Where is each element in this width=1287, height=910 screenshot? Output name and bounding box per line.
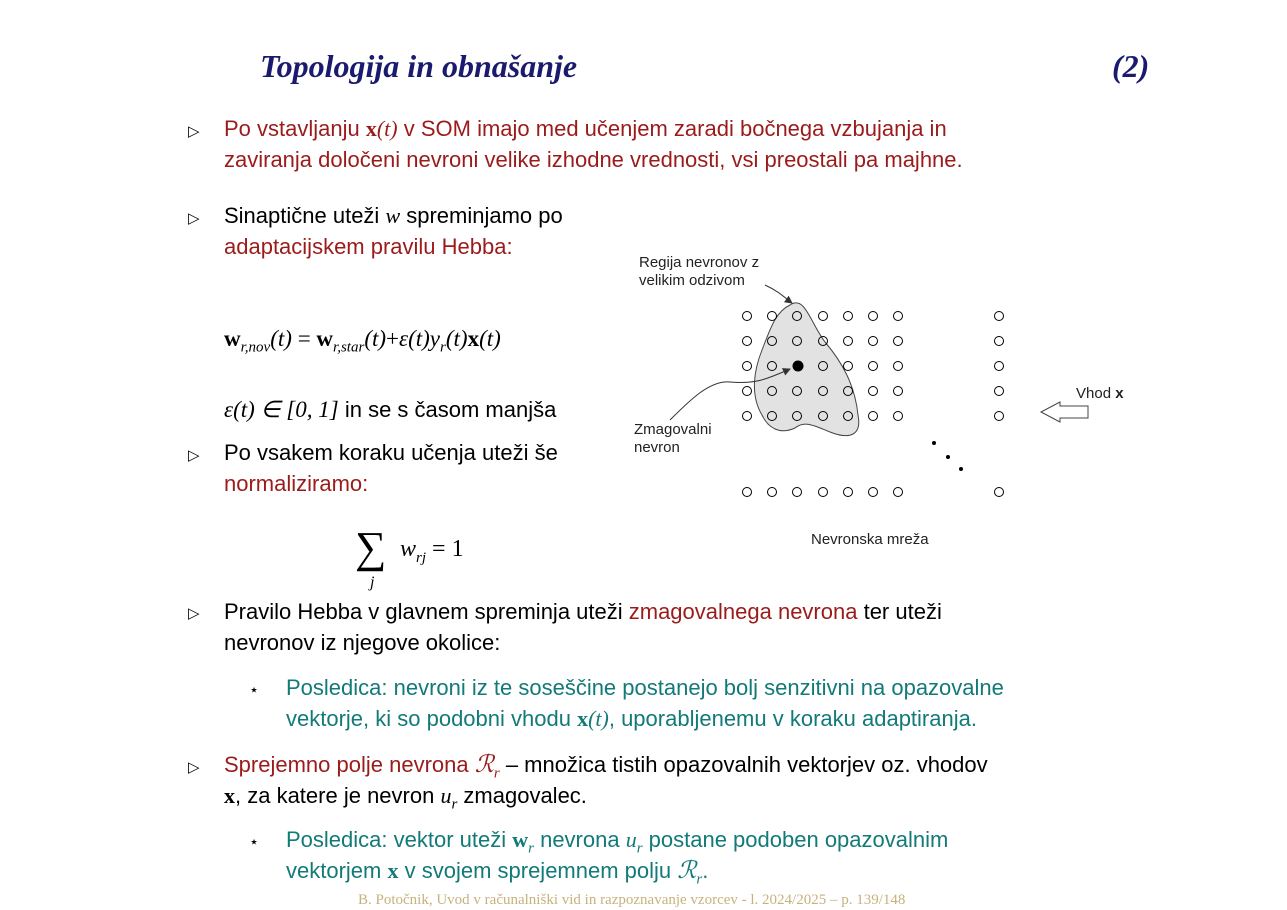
- input-arrow: [1041, 402, 1088, 422]
- neuron-node: [743, 362, 752, 371]
- neuron-node: [869, 387, 878, 396]
- neuron-node: [995, 412, 1004, 421]
- math-u: u: [440, 783, 452, 808]
- neuron-node: [743, 337, 752, 346]
- neuron-node: [819, 312, 828, 321]
- bullet5-sub2-text-c: .: [702, 858, 709, 883]
- winner-label-line2: nevron: [634, 439, 680, 456]
- bullet5-text-c: zmagovalec.: [457, 783, 587, 808]
- region-label-line1: Regija nevronov z: [639, 254, 760, 271]
- sum-symbol: ∑: [355, 523, 387, 572]
- neuron-node: [819, 488, 828, 497]
- math-x-bold: x: [577, 706, 589, 731]
- neuron-node: [844, 362, 853, 371]
- sum-expression: $w_{rj} = 1$: [400, 536, 464, 566]
- neuron-node: [894, 412, 903, 421]
- bullet4-text-b: ter uteži: [857, 599, 942, 624]
- bullet5-sub-text-a: Posledica: vektor uteži: [286, 827, 513, 852]
- bullet2-text-b: spreminjamo po: [400, 203, 563, 228]
- math-subscript-r: r: [493, 765, 500, 782]
- epsilon-line: [224, 394, 556, 425]
- neuron-node: [844, 488, 853, 497]
- neuron-node: [768, 488, 777, 497]
- neuron-node: [869, 337, 878, 346]
- neuron-node: [844, 312, 853, 321]
- bullet-marker: ▷: [188, 123, 200, 140]
- math-of-t: (t): [588, 706, 609, 731]
- neuron-node: [995, 387, 1004, 396]
- bullet-marker: ▷: [188, 605, 200, 622]
- bullet-marker: ▷: [188, 759, 200, 776]
- bullet2-line2: adaptacijskem pravilu Hebba:: [224, 234, 513, 259]
- neuron-node: [894, 387, 903, 396]
- bullet-marker: ▷: [188, 210, 200, 227]
- bullet1-text-b: v SOM imajo med učenjem zaradi bočnega vzbujanja in: [397, 116, 947, 141]
- neuron-node: [743, 387, 752, 396]
- bullet5-emphasis: Sprejemno polje nevrona: [224, 752, 475, 777]
- slide-part-number: (2): [1112, 48, 1150, 84]
- neuron-node: [743, 488, 752, 497]
- neuron-node: [743, 412, 752, 421]
- ellipsis-dot: [932, 441, 936, 445]
- neuron-node: [869, 312, 878, 321]
- region-pointer-arrow: [765, 285, 792, 303]
- neuron-node: [995, 312, 1004, 321]
- bullet2-text-a: Sinaptične uteži: [224, 203, 386, 228]
- math-subscript-r: r: [696, 871, 703, 888]
- math-x-bold: x: [365, 116, 377, 141]
- bullet5-sub-text-b: nevrona: [533, 827, 626, 852]
- neuron-node: [743, 312, 752, 321]
- epsilon-range: ε(t) ∈ [0, 1]: [224, 397, 339, 422]
- math-receptive-field: ℛ: [677, 858, 697, 884]
- bullet4-sub-text-b: , uporabljenemu v koraku adaptiranja.: [608, 706, 977, 731]
- winner-label-line1: Zmagovalni: [634, 421, 712, 438]
- network-label: Nevronska mreža: [811, 531, 929, 548]
- sum-index: j: [370, 574, 375, 591]
- bullet5-sub-line2: [286, 855, 708, 895]
- star-marker: ⋆: [249, 682, 260, 699]
- neuron-node: [768, 312, 777, 321]
- math-x-bold: x: [387, 858, 399, 883]
- neuron-node: [894, 488, 903, 497]
- math-x-bold: x: [224, 783, 235, 808]
- bullet-marker: ▷: [188, 447, 200, 464]
- neuron-node: [995, 337, 1004, 346]
- hebb-formula: $w_{r,nov}(t) = w_{r,star}(t)+\varepsilon(t)y_r(t)x(t)$: [224, 326, 501, 356]
- bullet4-text-a: Pravilo Hebba v glavnem spreminja uteži: [224, 599, 629, 624]
- input-label-x: x: [1115, 385, 1124, 402]
- ellipsis-dot: [959, 467, 963, 471]
- footer-citation: B. Potočnik, Uvod v računalniški vid in razpoznavanje vzorcev - l. 2024/2025 – p. 139/148: [358, 892, 906, 908]
- ellipsis-dot: [946, 455, 950, 459]
- neuron-node: [995, 488, 1004, 497]
- neuron-node: [894, 337, 903, 346]
- math-w-bold: w: [512, 827, 529, 852]
- epsilon-text: in se s časom manjša: [338, 397, 557, 422]
- slide-title: Topologija in obnašanje: [260, 48, 578, 84]
- neuron-node: [894, 312, 903, 321]
- bullet4-sub-text-a: vektorje, ki so podobni vhodu: [286, 706, 578, 731]
- neuron-node: [894, 362, 903, 371]
- region-label: [639, 254, 759, 290]
- math-u: u: [625, 827, 637, 852]
- bullet4-sub-line1: Posledica: nevroni iz te soseščine postanejo bolj senzitivni na opazovalne: [286, 675, 1004, 700]
- bullet3-line2: normaliziramo:: [224, 471, 369, 496]
- bullet4-line2: nevronov iz njegove okolice:: [224, 630, 501, 655]
- som-network-diagram: [630, 250, 1150, 560]
- region-label-line2: velikim odzivom: [639, 272, 745, 289]
- star-marker: ⋆: [249, 834, 260, 851]
- input-label: [1076, 385, 1124, 403]
- bullet4-sub-line2: [286, 703, 977, 734]
- bullet5-line2: [224, 780, 587, 820]
- math-w: w: [385, 203, 401, 228]
- math-subscript-r: r: [636, 840, 643, 857]
- bullet5-sub2-text-a: vektorjem: [286, 858, 388, 883]
- bullet5-text-b: – množica tistih opazovalnih vektorjev oz. vhodov: [499, 752, 988, 777]
- bullet4-line1: [224, 596, 942, 627]
- neuron-node: [869, 362, 878, 371]
- math-subscript-r: r: [528, 840, 534, 857]
- bullet3-line1: Po vsakem koraku učenja uteži še: [224, 440, 558, 465]
- bullet5-sub-text-c: postane podoben opazovalnim: [642, 827, 949, 852]
- math-of-t: (t): [376, 116, 398, 141]
- bullet5-text-a: , za katere je nevron: [235, 783, 441, 808]
- bullet1-line2: zaviranja določeni nevroni velike izhodne vrednosti, vsi preostali pa majhne.: [224, 147, 963, 172]
- bullet1-text-a: Po vstavljanju: [224, 116, 366, 141]
- bullet4-emphasis: zmagovalnega nevrona: [628, 599, 858, 624]
- neuron-node: [869, 488, 878, 497]
- winner-neuron: [793, 361, 804, 372]
- bullet5-sub2-text-b: v svojem sprejemnem polju: [398, 858, 678, 883]
- winner-label: [634, 421, 712, 457]
- math-receptive-field: ℛ: [474, 752, 494, 778]
- neuron-node: [995, 362, 1004, 371]
- neuron-node: [869, 412, 878, 421]
- neuron-node: [793, 488, 802, 497]
- bullet1-line1: [224, 113, 947, 144]
- neuron-node: [844, 337, 853, 346]
- input-label-text: Vhod: [1076, 385, 1116, 402]
- math-subscript-r: r: [451, 796, 458, 813]
- bullet2-line1: [224, 200, 563, 231]
